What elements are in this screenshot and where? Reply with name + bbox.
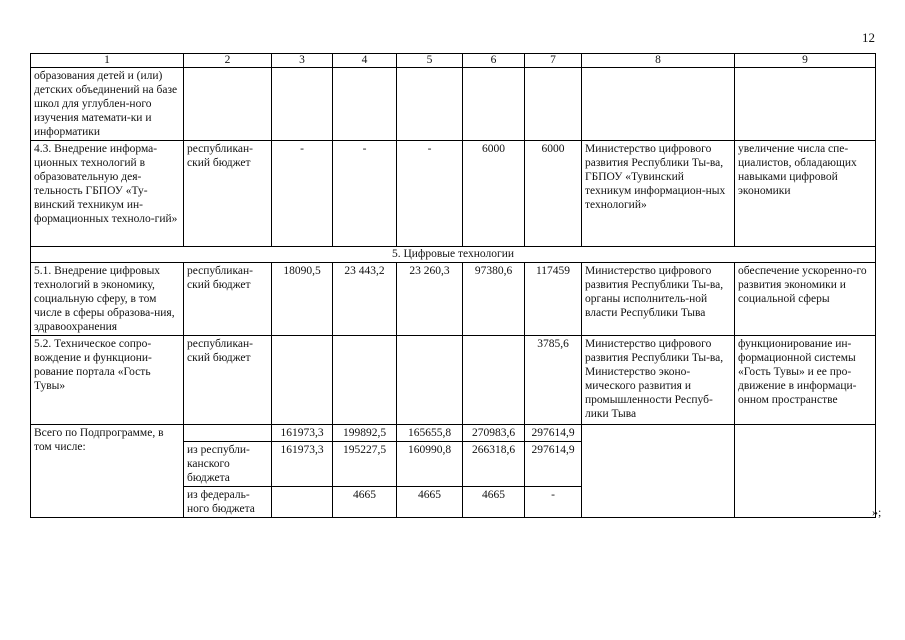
col-header-1: 1 [31,54,184,68]
funding-source-cell: республикан-ский бюджет [184,336,272,425]
value-cell: 4665 [463,487,525,518]
responsible-cell: Министерство цифрового развития Республики Ты-ва, ГБПОУ «Тувинский техникум информацион-ных технологий» [582,141,735,247]
table-row-4-3 [31,141,876,247]
result-cell: увеличение числа спе-циалистов, обладающих навыками цифровой экономики [735,141,876,247]
total-value-cell: 199892,5 [333,425,397,442]
section-row [31,247,876,263]
responsible-cell: Министерство цифрового развития Республики Ты-ва, органы исполнитель-ной власти Республики Тыва [582,263,735,336]
col-header-4: 4 [333,54,397,68]
value-cell: - [272,141,333,247]
value-cell: - [525,487,582,518]
funding-source-cell: республикан-ский бюджет [184,263,272,336]
col-header-8: 8 [582,54,735,68]
funding-source-cell: из республи-канского бюджета [184,442,272,487]
activity-cell: 5.2. Техническое сопро-вождение и функциони-рование портала «Гость Тувы» [31,336,184,425]
value-cell: 160990,8 [397,442,463,487]
subprogram-table [30,53,876,518]
activity-cell: образования детей и (или) детских объединений на базе школ для углублен-ного изучения математи-ки и информатики [31,68,184,141]
funding-source-cell: из федераль-ного бюджета [184,487,272,518]
table-row-5-1 [31,263,876,336]
col-header-9: 9 [735,54,876,68]
value-cell: 266318,6 [463,442,525,487]
section-title: 5. Цифровые технологии [31,247,876,263]
activity-cell: 4.3. Внедрение информа-ционных технологий в образовательную дея-тельность ГБПОУ «Ту-винский техникум ин-формационных техноло-гий» [31,141,184,247]
value-cell: 195227,5 [333,442,397,487]
value-cell: 18090,5 [272,263,333,336]
col-header-2: 2 [184,54,272,68]
total-value-cell: 165655,8 [397,425,463,442]
table-row-total [31,425,876,442]
value-cell: 3785,6 [525,336,582,425]
table-row-5-2 [31,336,876,425]
column-number-row [31,54,876,68]
value-cell: 6000 [525,141,582,247]
closing-quote-mark: »; [872,505,882,519]
activity-cell: 5.1. Внедрение цифровых технологий в экономику, социальную сферу, в том числе в сферы образова-ния, здравоохранения [31,263,184,336]
result-cell: обеспечение ускоренно-го развития экономики и социальной сферы [735,263,876,336]
total-value-cell: 270983,6 [463,425,525,442]
col-header-6: 6 [463,54,525,68]
value-cell: 161973,3 [272,442,333,487]
table-row-continued [31,68,876,141]
value-cell: 23 443,2 [333,263,397,336]
col-header-5: 5 [397,54,463,68]
funding-source-cell: республикан-ский бюджет [184,141,272,247]
total-value-cell: 297614,9 [525,425,582,442]
value-cell: - [397,141,463,247]
total-value-cell: 161973,3 [272,425,333,442]
value-cell: 4665 [397,487,463,518]
value-cell: 4665 [333,487,397,518]
page-number: 12 [862,30,875,45]
total-label-cell: Всего по Подпрограмме, в том числе: [31,425,184,518]
col-header-7: 7 [525,54,582,68]
value-cell: 117459 [525,263,582,336]
result-cell: функционирование ин-формационной системы «Гость Тувы» и ее про-движение в информаци-онном пространстве [735,336,876,425]
value-cell: 23 260,3 [397,263,463,336]
value-cell: 297614,9 [525,442,582,487]
responsible-cell: Министерство цифрового развития Республики Ты-ва, Министерство эконо-мического развития и промышленности Респуб-лики Тыва [582,336,735,425]
value-cell: 97380,6 [463,263,525,336]
value-cell: - [333,141,397,247]
col-header-3: 3 [272,54,333,68]
value-cell: 6000 [463,141,525,247]
